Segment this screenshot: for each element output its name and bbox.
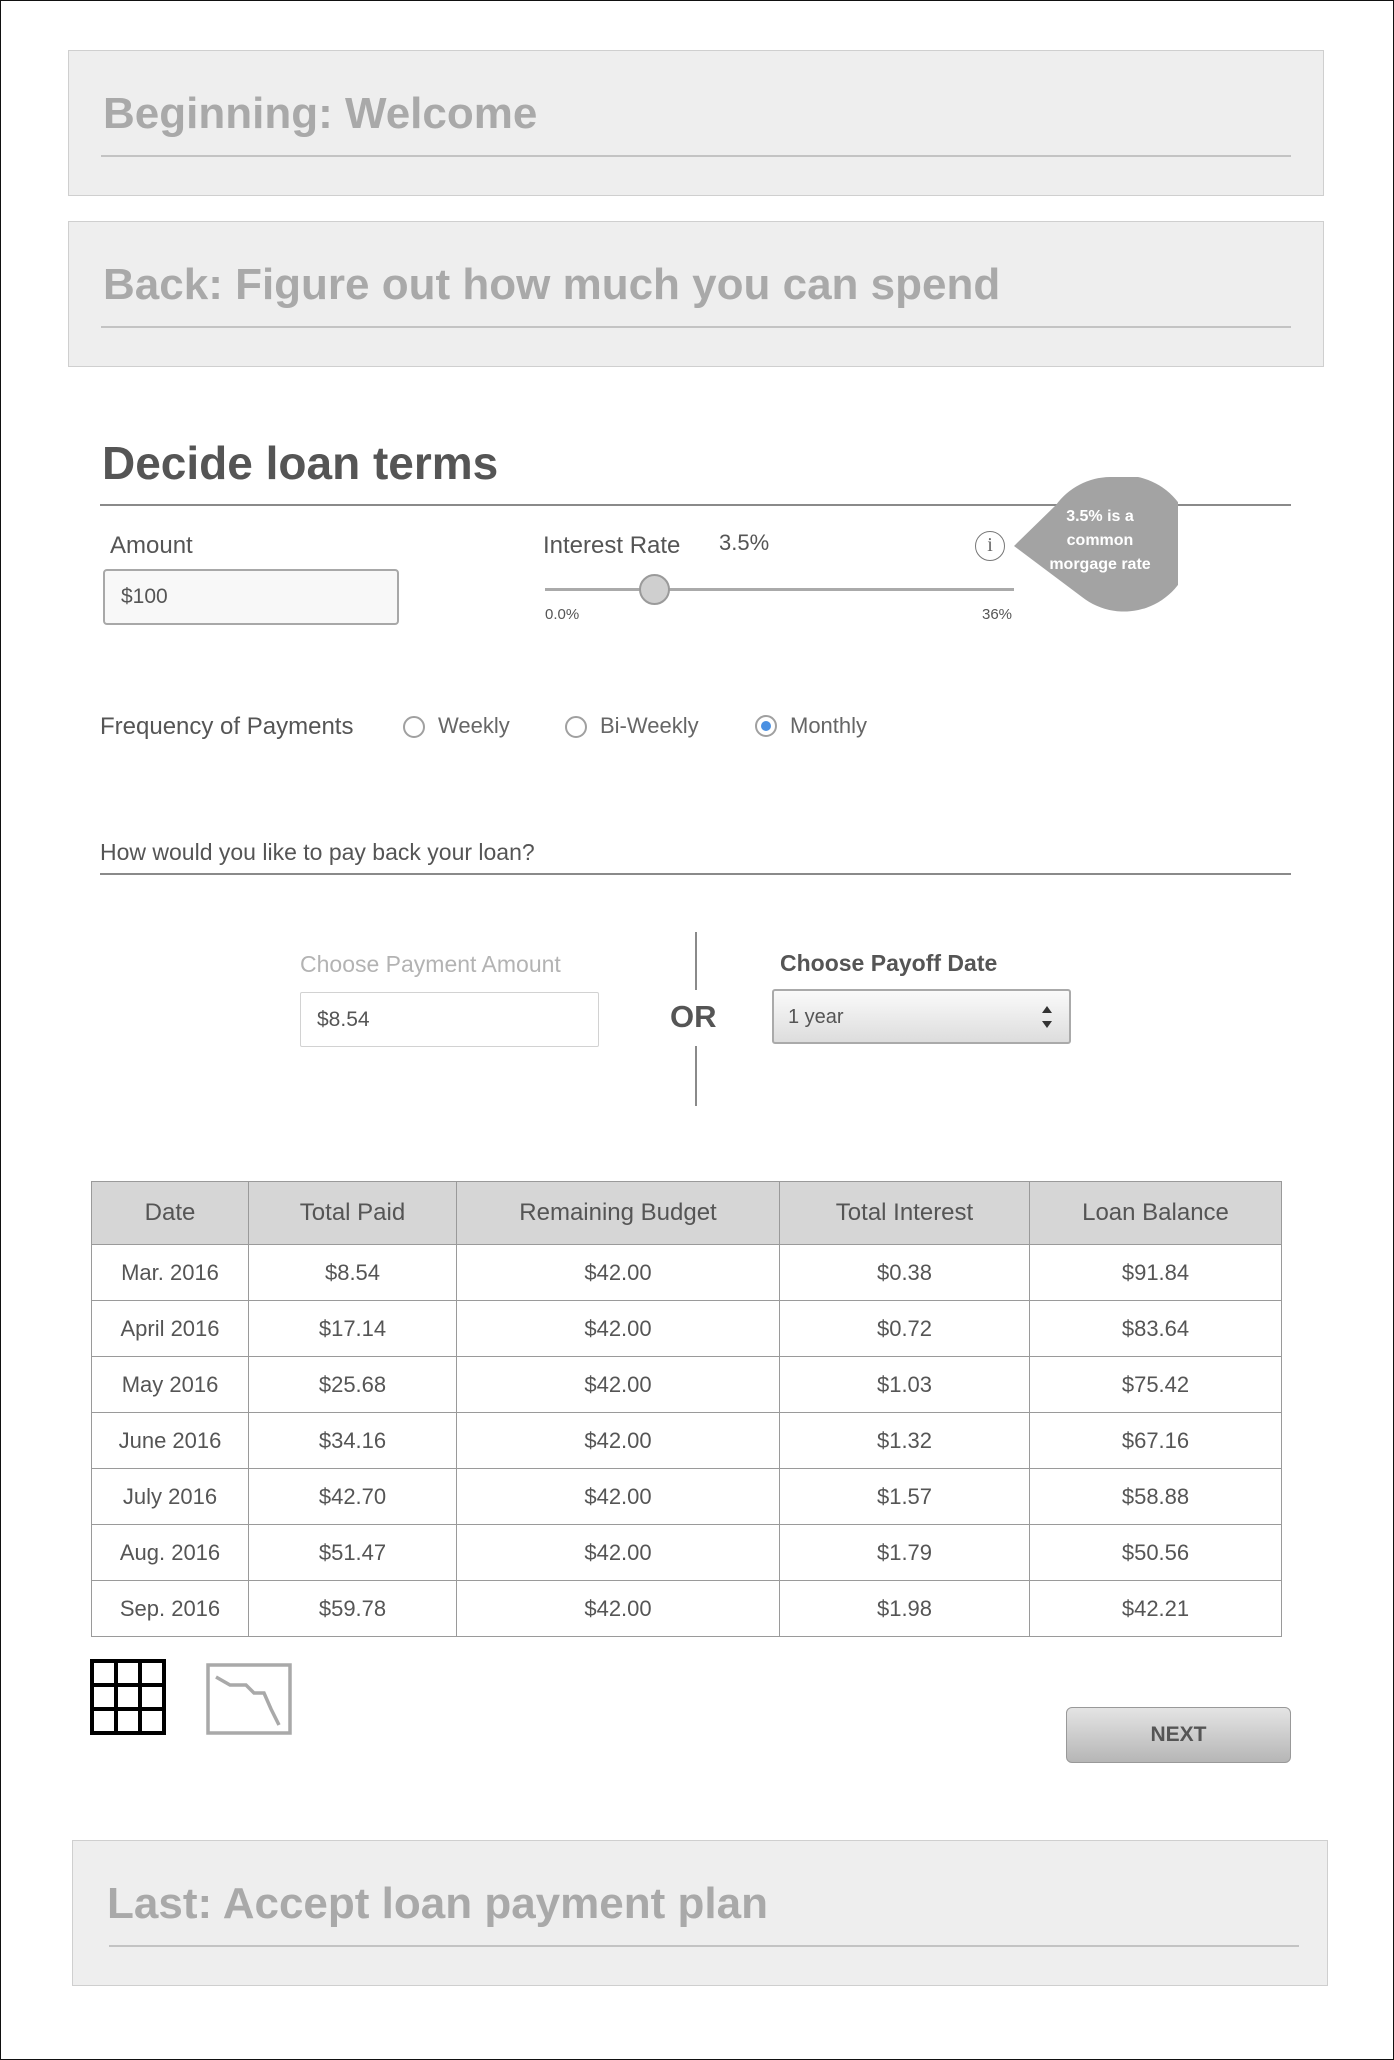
header-remaining-budget: Remaining Budget	[457, 1182, 780, 1245]
header-loan-balance: Loan Balance	[1030, 1182, 1282, 1245]
step-divider	[109, 1945, 1299, 1947]
cell-date: Mar. 2016	[92, 1245, 249, 1301]
slider-min-label: 0.0%	[545, 606, 580, 623]
payoff-date-value: 1 year	[788, 1006, 844, 1028]
cell-date: April 2016	[92, 1301, 249, 1357]
cell-loan-balance: $58.88	[1030, 1469, 1282, 1525]
slider-max-label: 36%	[982, 606, 1013, 623]
cell-loan-balance: $42.21	[1030, 1581, 1282, 1637]
step-divider	[101, 155, 1291, 157]
cell-remaining-budget: $42.00	[457, 1301, 780, 1357]
grid-icon[interactable]	[90, 1659, 166, 1735]
step-last-title: Last: Accept loan payment plan	[107, 1879, 768, 1928]
cell-remaining-budget: $42.00	[457, 1469, 780, 1525]
cell-remaining-budget: $42.00	[457, 1245, 780, 1301]
interest-rate-slider-track[interactable]	[545, 588, 1014, 591]
cell-remaining-budget: $42.00	[457, 1413, 780, 1469]
cell-total-paid: $17.14	[249, 1301, 457, 1357]
payment-amount-label: Choose Payment Amount	[300, 951, 561, 977]
interest-rate-label: Interest Rate	[543, 532, 681, 559]
payback-question: How would you like to pay back your loan?	[100, 839, 535, 865]
cell-loan-balance: $83.64	[1030, 1301, 1282, 1357]
frequency-label: Frequency of Payments	[100, 713, 354, 740]
payment-amount-input[interactable]	[300, 992, 599, 1047]
radio-bi-weekly-label[interactable]: Bi-Weekly	[600, 713, 699, 738]
interest-rate-slider-thumb[interactable]	[639, 574, 670, 605]
step-beginning-title: Beginning: Welcome	[103, 89, 538, 138]
cell-total-interest: $0.72	[780, 1301, 1030, 1357]
amount-label: Amount	[110, 532, 193, 559]
amount-input[interactable]	[103, 569, 399, 625]
table-row	[92, 1301, 1282, 1357]
interest-rate-value: 3.5%	[719, 530, 770, 555]
step-back-panel[interactable]	[68, 221, 1324, 367]
table-row	[92, 1245, 1282, 1301]
header-total-paid: Total Paid	[249, 1182, 457, 1245]
step-last-panel[interactable]	[72, 1840, 1328, 1986]
cell-total-paid: $51.47	[249, 1525, 457, 1581]
payoff-date-select[interactable]	[772, 989, 1071, 1044]
radio-weekly[interactable]	[403, 716, 425, 738]
radio-bi-weekly[interactable]	[565, 716, 587, 738]
cell-total-paid: $59.78	[249, 1581, 457, 1637]
payback-divider	[100, 873, 1291, 875]
or-divider-bottom	[695, 1046, 697, 1106]
cell-date: May 2016	[92, 1357, 249, 1413]
cell-total-interest: $1.32	[780, 1413, 1030, 1469]
section-title: Decide loan terms	[102, 437, 499, 489]
table-row	[92, 1413, 1282, 1469]
table-header-row	[92, 1182, 1282, 1245]
cell-total-paid: $8.54	[249, 1245, 457, 1301]
table-row	[92, 1525, 1282, 1581]
radio-weekly-label[interactable]: Weekly	[438, 713, 510, 738]
cell-remaining-budget: $42.00	[457, 1357, 780, 1413]
cell-total-interest: $0.38	[780, 1245, 1030, 1301]
next-button[interactable]: NEXT	[1066, 1707, 1291, 1763]
cell-date: June 2016	[92, 1413, 249, 1469]
step-divider	[101, 326, 1291, 328]
cell-date: Sep. 2016	[92, 1581, 249, 1637]
or-label: OR	[670, 999, 717, 1034]
cell-loan-balance: $50.56	[1030, 1525, 1282, 1581]
cell-remaining-budget: $42.00	[457, 1525, 780, 1581]
step-back-title: Back: Figure out how much you can spend	[103, 260, 1001, 309]
cell-date: July 2016	[92, 1469, 249, 1525]
cell-remaining-budget: $42.00	[457, 1581, 780, 1637]
radio-monthly[interactable]	[755, 715, 777, 737]
payment-schedule-table	[91, 1181, 1282, 1637]
header-date: Date	[92, 1182, 249, 1245]
tooltip-line: 3.5% is a	[1066, 508, 1134, 525]
select-arrows-icon	[1041, 1003, 1053, 1031]
step-beginning-panel[interactable]	[68, 50, 1324, 196]
table-row	[92, 1357, 1282, 1413]
cell-loan-balance: $75.42	[1030, 1357, 1282, 1413]
cell-total-paid: $34.16	[249, 1413, 457, 1469]
cell-total-interest: $1.79	[780, 1525, 1030, 1581]
table-row	[92, 1469, 1282, 1525]
tooltip-line: common	[1066, 532, 1134, 549]
tooltip-text	[1032, 505, 1168, 577]
table-row	[92, 1581, 1282, 1637]
or-divider-top	[695, 932, 697, 990]
payoff-date-label: Choose Payoff Date	[780, 950, 998, 976]
cell-loan-balance: $67.16	[1030, 1413, 1282, 1469]
cell-total-interest: $1.03	[780, 1357, 1030, 1413]
cell-date: Aug. 2016	[92, 1525, 249, 1581]
cell-loan-balance: $91.84	[1030, 1245, 1282, 1301]
line-chart-icon[interactable]	[206, 1663, 292, 1735]
interest-tooltip	[1014, 477, 1178, 613]
radio-monthly-label[interactable]: Monthly	[790, 713, 868, 738]
info-icon[interactable]: i	[975, 531, 1005, 561]
cell-total-interest: $1.98	[780, 1581, 1030, 1637]
header-total-interest: Total Interest	[780, 1182, 1030, 1245]
tooltip-line: morgage rate	[1049, 556, 1151, 573]
cell-total-interest: $1.57	[780, 1469, 1030, 1525]
cell-total-paid: $25.68	[249, 1357, 457, 1413]
cell-total-paid: $42.70	[249, 1469, 457, 1525]
